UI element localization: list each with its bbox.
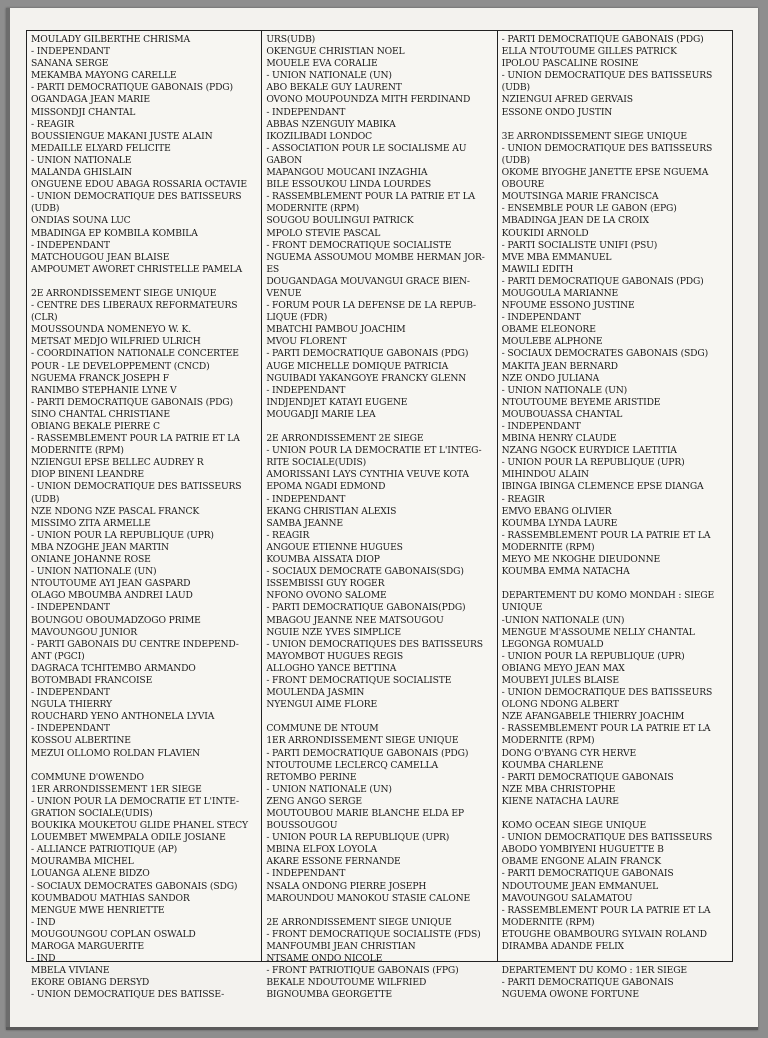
party-line: - REAGIR [266, 529, 310, 541]
candidate-name: OKENGUE CHRISTIAN NOEL [266, 46, 405, 58]
candidate-name: MBINA HENRY CLAUDE [501, 433, 617, 445]
newspaper-page [6, 8, 758, 1030]
candidate-name: RANIMBO STEPHANIE LYNE V [31, 384, 177, 396]
candidate-name: MIHINDOU ALAIN [501, 469, 589, 481]
party-line: - ENSEMBLE POUR LE GABON (EPG) [501, 203, 677, 215]
candidate-name: MBATCHI PAMBOU JOACHIM [266, 324, 406, 336]
candidate-name: OLAGO MBOUMBA ANDREI LAUD [31, 590, 193, 602]
candidate-name: MOUTSINGA MARIE FRANCISCA [501, 191, 659, 203]
candidate-name: IPOLOU PASCALINE ROSINE [501, 58, 639, 70]
section-heading: DEPARTEMENT DU KOMO MONDAH : SIEGE [501, 590, 715, 602]
party-line: - UNION DEMOCRATIQUE DES BATISSE- [31, 989, 225, 1001]
candidate-name: ROUCHARD YENO ANTHONELA LYVIA [31, 711, 215, 723]
candidate-name: MAKITA JEAN BERNARD [501, 360, 618, 372]
candidate-name: DAGRACA TCHITEMBO ARMANDO [31, 662, 196, 674]
candidate-name: OLONG NDONG ALBERT [501, 699, 619, 711]
candidate-name: RETOMBO PERINE [266, 771, 357, 783]
candidate-name: MODERNITE (RPM) [501, 541, 595, 553]
party-line: - COORDINATION NATIONALE CONCERTEE [31, 348, 239, 360]
candidate-name: MAROGA MARGUERITE [31, 941, 144, 953]
candidate-name: LIQUE (FDR) [266, 312, 328, 324]
candidate-name: NGUIBADI YAKANGOYE FRANCKY GLENN [266, 372, 467, 384]
candidate-name: AKARE ESSONE FERNANDE [266, 856, 401, 868]
party-line: - PARTI DEMOCRATIQUE GABONAIS (PDG) [266, 348, 469, 360]
party-line: - PARTI GABONAIS DU CENTRE INDEPEND- [31, 638, 239, 650]
party-line: - UNION POUR LA DEMOCRATIE ET L'INTEG- [266, 445, 482, 457]
candidate-name: BOUSSIENGUE MAKANI JUSTE ALAIN [31, 130, 213, 142]
party-line: - INDEPENDANT [501, 421, 581, 432]
candidate-name: NTSAME ONDO NICOLE [266, 953, 383, 965]
candidate-name: NGUIE NZE YVES SIMPLICE [266, 626, 401, 638]
candidate-name: MOUTOUBOU MARIE BLANCHE ELDA EP [266, 808, 464, 819]
candidate-name: MBAGOU JEANNE NEE MATSOUGOU [266, 614, 444, 626]
candidate-name: MVE MBA EMMANUEL [501, 251, 612, 263]
candidate-name: MEZUI OLLOMO ROLDAN FLAVIEN [31, 747, 201, 759]
section-heading: 3E ARRONDISSEMENT SIEGE UNIQUE [501, 130, 687, 142]
candidate-name: NTOUTOUME LECLERCQ CAMELLA [266, 759, 438, 771]
candidate-name: MOULADY GILBERTHE CHRISMA [31, 34, 190, 45]
party-line: - UNION DEMOCRATIQUE DES BATISSEURS [31, 481, 242, 493]
candidate-name: ANGOUE ETIENNE HUGUES [266, 541, 403, 553]
party-line: - UNION POUR LA REPUBLIQUE (UPR) [31, 529, 214, 541]
party-line: - UNION DEMOCRATIQUES DES BATISSEURS [266, 638, 483, 650]
candidate-name: EMVO EBANG OLIVIER [501, 505, 612, 517]
party-line: - PARTI DEMOCRATIQUE GABONAIS (PDG) [501, 275, 704, 287]
candidate-name: EPOMA NGADI EDMOND [266, 481, 386, 493]
candidate-name: MBELA VIVIANE [31, 965, 110, 977]
party-line: - PARTI DEMOCRATIQUE GABONAIS (PDG) [31, 396, 233, 408]
candidate-name: BOTOMBADI FRANCOISE [31, 674, 153, 686]
party-line: - PARTI DEMOCRATIQUE GABONAIS [501, 977, 674, 989]
party-line: - INDEPENDANT [31, 723, 110, 735]
candidate-name: MOUGADJI MARIE LEA [266, 408, 376, 420]
section-heading: 2E ARRONDISSEMENT SIEGE UNIQUE [266, 916, 452, 928]
party-line: - CENTRE DES LIBERAUX REFORMATEURS [31, 300, 238, 312]
candidate-name: NGUEMA ASSOUMOU MOMBE HERMAN JOR- [266, 251, 485, 263]
section-heading: COMMUNE DE NTOUM [266, 723, 379, 735]
candidate-name: MAWILI EDITH [501, 263, 574, 275]
candidate-name: ABO BEKALE GUY LAURENT [266, 82, 402, 94]
candidate-name: ONDIAS SOUNA LUC [31, 215, 131, 227]
candidate-name: NZE ONDO JULIANA [501, 372, 600, 384]
page-bottom-edge [6, 1027, 758, 1030]
candidate-name: ETOUGHE OBAMBOURG SYLVAIN ROLAND [501, 928, 707, 940]
party-line: - INDEPENDANT [266, 384, 346, 396]
candidate-name: MBADINGA EP KOMBILA KOMBILA [31, 227, 198, 239]
candidate-name: NDOUTOUME JEAN EMMANUEL [501, 880, 659, 892]
party-line: - PARTI DEMOCRATIQUE GABONAIS (PDG) [31, 82, 233, 94]
candidate-name: LOUANGA ALENE BIDZO [31, 868, 150, 880]
party-line: - FRONT DEMOCRATIQUE SOCIALISTE [266, 674, 452, 686]
candidate-name: NTOUTOUME AYI JEAN GASPARD [31, 578, 191, 590]
section-heading: 1ER ARRONDISSEMENT 1ER SIEGE [31, 783, 202, 795]
candidate-name: MODERNITE (RPM) [501, 735, 595, 747]
candidate-name: AUGE MICHELLE DOMIQUE PATRICIA [266, 360, 449, 372]
party-line: - SOCIAUX DEMOCRATES GABONAIS (SDG) [501, 348, 709, 360]
party-line: - UNION DEMOCRATIQUE DES BATISSEURS [31, 191, 242, 203]
section-heading: 2E ARRONDISSEMENT 2E SIEGE [266, 433, 424, 445]
candidate-name: OBAME ENGONE ALAIN FRANCK [501, 856, 661, 868]
candidate-name: ELLA NTOUTOUME GILLES PATRICK [501, 46, 677, 58]
party-line: - UNION POUR LA REPUBLIQUE (UPR) [501, 457, 685, 469]
candidate-name: MAVOUNGOU JUNIOR [31, 626, 138, 638]
candidate-name: POUR - LE DEVELOPPEMENT (CNCD) [31, 360, 210, 372]
section-heading: KOMO OCEAN SIEGE UNIQUE [501, 820, 647, 832]
candidate-name: MOUGOULA MARIANNE [501, 287, 619, 299]
candidate-name: SAMBA JEANNE [266, 517, 343, 529]
candidate-name: BEKALE NDOUTOUME WILFRIED [266, 977, 427, 989]
party-line: - SOCIAUX DEMOCRATES GABONAIS (SDG) [31, 880, 238, 892]
candidate-name: MBA NZOGHE JEAN MARTIN [31, 541, 169, 553]
candidate-name: EKORE OBIANG DERSYD [31, 977, 150, 989]
candidate-name: NZIENGUI AFRED GERVAIS [501, 94, 633, 106]
candidate-name: KOUMBA LYNDA LAURE [501, 517, 618, 529]
candidate-name: MANFOUMBI JEAN CHRISTIAN [266, 941, 416, 953]
candidate-name: (UDB) [501, 82, 530, 94]
party-line: - REAGIR [31, 118, 74, 130]
blank-line [502, 119, 728, 131]
blank-line [266, 905, 492, 917]
party-line: - INDEPENDANT [31, 46, 110, 58]
candidate-name: NTOUTOUME BEYEME ARISTIDE [501, 396, 661, 408]
blank-line [502, 808, 728, 820]
section-heading: 1ER ARRONDISSEMENT SIEGE UNIQUE [266, 735, 459, 747]
candidate-name: IKOZILIBADI LONDOC [266, 130, 373, 142]
candidate-name: MOUSSOUNDA NOMENEYO W. K. [31, 324, 192, 336]
candidate-name: MOULEBE ALPHONE [501, 336, 603, 348]
candidate-name: METSAT MEDJO WILFRIED ULRICH [31, 336, 201, 348]
candidate-name: BOUNGOU OBOUMADZOGO PRIME [31, 614, 201, 626]
candidate-name: MAROUNDOU MANOKOU STASIE CALONE [266, 892, 471, 904]
candidate-name: SANANA SERGE [31, 58, 109, 70]
candidate-name: AMORISSANI LAYS CYNTHIA VEUVE KOTA [266, 469, 469, 481]
party-line: - RASSEMBLEMENT POUR LA PATRIE ET LA [501, 723, 711, 735]
party-line: - PARTI DEMOCRATIQUE GABONAIS (PDG) [501, 34, 704, 45]
candidate-name: NGUEMA FRANCK JOSEPH F [31, 372, 169, 384]
column-2 [261, 31, 496, 1001]
candidate-name: (UDB) [501, 154, 530, 166]
candidate-name: NZANG NGOCK EURYDICE LAETITIA [501, 445, 677, 457]
candidate-name: NGUEMA OWONE FORTUNE [501, 989, 639, 1001]
candidate-name: MODERNITE (RPM) [31, 445, 124, 457]
candidate-name: NYENGUI AIME FLORE [266, 699, 378, 711]
party-line: - INDEPENDANT [266, 493, 346, 505]
candidate-name: MPOLO STEVIE PASCAL [266, 227, 381, 239]
party-line: - IND [31, 953, 56, 965]
party-line: - RASSEMBLEMENT POUR LA PATRIE ET LA [266, 191, 476, 203]
candidate-name: MAVOUNGOU SALAMATOU [501, 892, 633, 904]
blank-line [31, 760, 257, 772]
candidate-name: MOUELE EVA CORALIE [266, 58, 378, 70]
candidate-name: ALLOGHO YANCE BETTINA [266, 662, 397, 674]
party-line: - PARTI DEMOCRATIQUE GABONAIS(PDG) [266, 602, 466, 614]
candidate-name: INDJENDJET KATAYI EUGENE [266, 396, 408, 408]
candidate-name: MAYOMBOT HUGUES REGIS [266, 650, 404, 662]
blank-line [31, 276, 257, 288]
candidate-name: MEYO ME NKOGHE DIEUDONNE [501, 554, 661, 566]
candidate-name: MODERNITE (RPM) [501, 916, 595, 928]
party-line: - UNION DEMOCRATIQUE DES BATISSEURS [501, 70, 713, 82]
party-line: - ALLIANCE PATRIOTIQUE (AP) [31, 844, 178, 856]
candidate-list-box [26, 30, 733, 1001]
candidate-name: NZIENGUI EPSE BELLEC AUDREY R [31, 457, 204, 469]
candidate-name: NGULA THIERRY [31, 699, 112, 711]
section-heading: COMMUNE D'OWENDO [31, 771, 144, 783]
candidate-name: NZE NDONG NZE PASCAL FRANCK [31, 505, 200, 517]
blank-line [502, 953, 728, 965]
candidate-name: ISSEMBISSI GUY ROGER [266, 578, 385, 590]
candidate-name: URS(UDB) [266, 34, 316, 45]
candidate-name: GABON [266, 154, 303, 166]
candidate-name: ONGUENE EDOU ABAGA ROSSARIA OCTAVIE [31, 179, 247, 191]
candidate-name: MENGUE M'ASSOUME NELLY CHANTAL [501, 626, 695, 638]
candidate-name: AMPOUMET AWORET CHRISTELLE PAMELA [31, 263, 242, 275]
party-line: - UNION NATIONALE (UN) [266, 70, 392, 82]
candidate-name: ONIANE JOHANNE ROSE [31, 554, 151, 566]
party-line: - IND [31, 916, 56, 928]
candidate-name: LOUEMBET MWEMPALA ODILE JOSIANE [31, 832, 226, 844]
candidate-name: DIRAMBA ADANDE FELIX [501, 941, 624, 953]
candidate-name: (CLR) [31, 312, 58, 324]
candidate-name: KOUKIDI ARNOLD [501, 227, 589, 239]
party-line: - UNION POUR LA DEMOCRATIE ET L'INTE- [31, 795, 239, 807]
party-line: - PARTI SOCIALISTE UNIFI (PSU) [501, 239, 658, 251]
candidate-name: MBADINGA JEAN DE LA CROIX [501, 215, 649, 227]
candidate-name: KOUMBA AISSATA DIOP [266, 554, 380, 566]
candidate-name: NFOUME ESSONO JUSTINE [501, 300, 635, 312]
candidate-name: NZE MBA CHRISTOPHE [501, 783, 616, 795]
candidate-name: BIGNOUMBA GEORGETTE [266, 989, 392, 1001]
candidate-name: ESSONE ONDO JUSTIN [501, 106, 613, 118]
candidate-name: MENGUE MWE HENRIETTE [31, 904, 165, 916]
candidate-name: DONG O'BYANG CYR HERVE [501, 747, 637, 759]
blank-line [266, 421, 492, 433]
party-line: - INDEPENDANT [501, 312, 581, 324]
party-line: - UNION NATIONALE (UN) [266, 783, 392, 795]
party-line: - PARTI DEMOCRATIQUE GABONAIS (PDG) [266, 747, 469, 759]
candidate-name: MVOU FLORENT [266, 336, 347, 348]
section-heading: 2E ARRONDISSEMENT SIEGE UNIQUE [31, 287, 217, 299]
party-line: - UNION NATIONALE [31, 154, 132, 166]
party-line: - SOCIAUX DEMOCRATE GABONAIS(SDG) [266, 566, 464, 578]
party-line: - UNION POUR LA REPUBLIQUE (UPR) [266, 832, 450, 844]
candidate-name: MOUGOUNGOU COPLAN OSWALD [31, 928, 196, 940]
blank-line [266, 711, 492, 723]
party-line: - UNION DEMOCRATIQUE DES BATISSEURS [501, 687, 713, 699]
candidate-name: ABBAS NZENGUIY MABIKA [266, 118, 396, 130]
party-line: - INDEPENDANT [31, 239, 110, 251]
column-3 [497, 31, 732, 1001]
candidate-name: OVONO MOUPOUNDZA MITH FERDINAND [266, 94, 471, 106]
party-line: - UNION POUR LA REPUBLIQUE (UPR) [501, 650, 685, 662]
party-line: - UNION NATIONALE (UN) [31, 566, 157, 578]
candidate-name: MEKAMBA MAYONG CARELLE [31, 70, 177, 82]
candidate-name: UNIQUE [501, 602, 543, 614]
candidate-name: KOUMBA EMMA NATACHA [501, 566, 630, 578]
party-line: - RASSEMBLEMENT POUR LA PATRIE ET LA [31, 433, 240, 445]
candidate-name: EKANG CHRISTIAN ALEXIS [266, 505, 397, 517]
candidate-name: OKOME BIYOGHE JANETTE EPSE NGUEMA [501, 167, 709, 179]
party-line: - RASSEMBLEMENT POUR LA PATRIE ET LA [501, 529, 711, 541]
candidate-name: IBINGA IBINGA CLEMENCE EPSE DIANGA [501, 481, 704, 493]
candidate-name: OBOURE [501, 179, 545, 191]
party-line: - UNION DEMOCRATIQUE DES BATISSEURS [501, 142, 713, 154]
candidate-name: MOUBEYI JULES BLAISE [501, 674, 619, 686]
candidate-name: OBAME ELEONORE [501, 324, 596, 336]
candidate-name: SOUGOU BOULINGUI PATRICK [266, 215, 414, 227]
candidate-name: LEGONGA ROMUALD [501, 638, 604, 650]
candidate-name: (UDB) [31, 203, 60, 215]
candidate-name: OGANDAGA JEAN MARIE [31, 94, 150, 106]
candidate-name: (UDB) [31, 493, 60, 505]
candidate-name: MBINA ELFOX LOYOLA [266, 844, 377, 856]
candidate-name: BILE ESSOUKOU LINDA LOURDES [266, 179, 431, 191]
candidate-name: BOUSSOUGOU [266, 820, 338, 832]
candidate-name: MOUBOUASSA CHANTAL [501, 408, 623, 420]
candidate-name: BOUKIKA MOUKETOU GLIDE PHANEL STECY [31, 820, 248, 832]
party-line: - PARTI DEMOCRATIQUE GABONAIS [501, 868, 674, 880]
candidate-name: NZE AFANGABELE THIERRY JOACHIM [501, 711, 685, 723]
candidate-name: NFONO OVONO SALOME [266, 590, 387, 602]
party-line: - FORUM POUR LA DEFENSE DE LA REPUB- [266, 300, 476, 312]
party-line: - FRONT PATRIOTIQUE GABONAIS (FPG) [266, 965, 459, 977]
party-line: -UNION NATIONALE (UN) [501, 614, 625, 626]
candidate-name: RITE SOCIALE(UDIS) [266, 457, 367, 469]
candidate-name: ZENG ANGO SERGE [266, 795, 362, 807]
party-line: - FRONT DEMOCRATIQUE SOCIALISTE [266, 239, 452, 251]
party-line: - RASSEMBLEMENT POUR LA PATRIE ET LA [501, 904, 711, 916]
candidate-name: MATCHOUGOU JEAN BLAISE [31, 251, 170, 263]
candidate-name: KIENE NATACHA LAURE [501, 795, 619, 807]
candidate-name: DIOP BINENI LEANDRE [31, 469, 144, 481]
candidate-name: GRATION SOCIALE(UDIS) [31, 808, 153, 819]
candidate-name: NSALA ONDONG PIERRE JOSEPH [266, 880, 427, 892]
candidate-name: OBIANG MEYO JEAN MAX [501, 662, 625, 674]
scan-edge-shadow [6, 8, 10, 1030]
section-heading: DEPARTEMENT DU KOMO : 1ER SIEGE [501, 965, 687, 977]
party-line: - INDEPENDANT [31, 602, 110, 614]
party-line: - INDEPENDANT [266, 106, 346, 118]
party-line: - PARTI DEMOCRATIQUE GABONAIS [501, 771, 674, 783]
candidate-name: KOUMBA CHARLENE [501, 759, 604, 771]
party-line: - INDEPENDANT [266, 868, 346, 880]
candidate-name: MEDAILLE ELYARD FELICITE [31, 142, 171, 154]
candidate-name: DOUGANDAGA MOUVANGUI GRACE BIEN- [266, 275, 470, 287]
candidate-name: ANT (PGCI) [31, 650, 85, 662]
candidate-name: MISSONDJI CHANTAL [31, 106, 136, 118]
candidate-name: MISSIMO ZITA ARMELLE [31, 517, 151, 529]
candidate-name: SINO CHANTAL CHRISTIANE [31, 408, 170, 420]
candidate-name: MODERNITE (RPM) [266, 203, 360, 215]
candidate-name: KOSSOU ALBERTINE [31, 735, 131, 747]
candidate-name: MAPANGOU MOUCANI INZAGHIA [266, 167, 428, 179]
party-line: - UNION DEMOCRATIQUE DES BATISSEURS [501, 832, 713, 844]
candidate-name: MALANDA GHISLAIN [31, 167, 133, 179]
candidate-name: OBIANG BEKALE PIERRE C [31, 421, 160, 432]
column-1 [27, 31, 261, 1001]
candidate-name: ABODO YOMBIYENI HUGUETTE B [501, 844, 664, 856]
party-line: - FRONT DEMOCRATIQUE SOCIALISTE (FDS) [266, 928, 481, 940]
candidate-name: KOUMBADOU MATHIAS SANDOR [31, 892, 190, 904]
party-line: - UNION NATIONALE (UN) [501, 384, 628, 396]
candidate-name: MOURAMBA MICHEL [31, 856, 134, 868]
candidate-name: MOULENDA JASMIN [266, 687, 365, 699]
party-line: - REAGIR [501, 493, 545, 505]
candidate-name: ES [266, 263, 280, 275]
party-line: - INDEPENDANT [31, 687, 110, 699]
blank-line [502, 578, 728, 590]
candidate-name: VENUE [266, 287, 302, 299]
party-line: - ASSOCIATION POUR LE SOCIALISME AU [266, 142, 467, 154]
